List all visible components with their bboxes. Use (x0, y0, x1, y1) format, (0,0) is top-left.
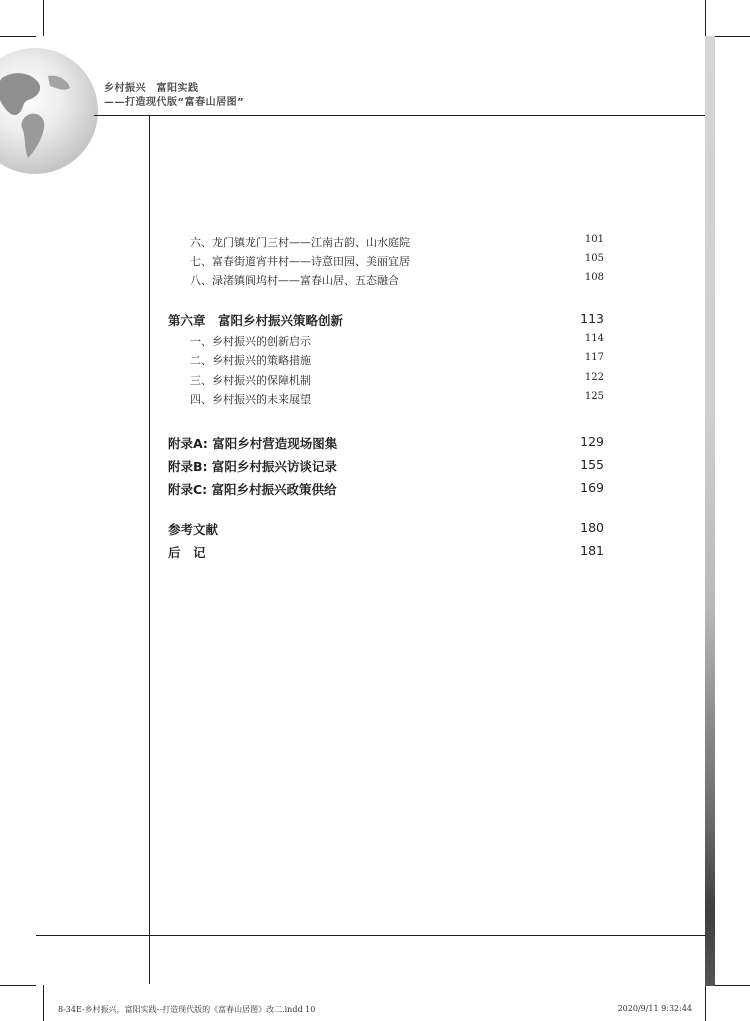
toc-item-title: 二、乡村振兴的策略措施 (190, 354, 311, 367)
toc-item-page: 117 (584, 352, 604, 363)
toc-item[interactable] (168, 272, 604, 292)
toc-appendix-title: 附录B: 富阳乡村振兴访谈记录 (168, 459, 337, 474)
toc-item-title: 一、乡村振兴的创新启示 (190, 335, 311, 348)
toc-references[interactable] (168, 520, 604, 540)
crop-mark (714, 36, 750, 37)
toc-item-title: 三、乡村振兴的保障机制 (190, 374, 311, 387)
toc-item[interactable] (168, 352, 604, 372)
toc-item[interactable] (168, 333, 604, 353)
toc-item[interactable] (168, 234, 604, 254)
toc-item-page: 114 (584, 333, 604, 344)
toc-item-title: 四、乡村振兴的未来展望 (190, 393, 311, 406)
toc-item-page: 105 (584, 253, 604, 264)
toc-item-page: 108 (584, 272, 604, 283)
toc-references-page: 180 (580, 520, 604, 535)
page-edge-band (705, 36, 715, 986)
toc-chapter-page: 113 (580, 311, 604, 326)
toc-item[interactable] (168, 372, 604, 392)
toc-appendix-page: 169 (580, 480, 604, 495)
crop-mark (43, 985, 44, 1021)
toc-appendix-title: 附录A: 富阳乡村营造现场图集 (168, 436, 338, 451)
crop-mark (43, 0, 44, 36)
toc-appendix[interactable] (168, 434, 604, 454)
globe-icon (0, 48, 98, 174)
toc-item-page: 101 (584, 234, 604, 245)
crop-mark (705, 985, 706, 1021)
toc-afterword-title: 后 记 (168, 545, 206, 560)
vertical-rule (149, 115, 150, 984)
toc-chapter[interactable] (168, 311, 604, 331)
running-header-title: 乡村振兴 富阳实践 (104, 83, 199, 94)
header-rule (94, 115, 705, 116)
toc-afterword[interactable] (168, 543, 604, 563)
toc-references-title: 参考文献 (168, 522, 219, 537)
toc-item-title: 六、龙门镇龙门三村——江南古韵、山水庭院 (190, 236, 410, 249)
toc-appendix-title: 附录C: 富阳乡村振兴政策供给 (168, 482, 337, 497)
toc-appendix[interactable] (168, 457, 604, 477)
crop-mark (0, 36, 36, 37)
toc-item-page: 122 (584, 372, 604, 383)
running-header-subtitle: ——打造现代版“富春山居图” (104, 97, 245, 108)
toc-item-page: 125 (584, 391, 604, 402)
toc-appendix-page: 129 (580, 434, 604, 449)
toc-afterword-page: 181 (580, 543, 604, 558)
toc-appendix[interactable] (168, 480, 604, 500)
timestamp-slug: 2020/9/11 9:32:44 (617, 1004, 692, 1013)
crop-mark (705, 0, 706, 36)
toc-appendix-page: 155 (580, 457, 604, 472)
toc-item-title: 八、渌渚镇阆坞村——富春山居、五态融合 (190, 274, 399, 287)
toc-chapter-title: 第六章 富阳乡村振兴策略创新 (168, 313, 344, 328)
toc-item[interactable] (168, 253, 604, 273)
footer-rule (36, 935, 706, 936)
toc-item[interactable] (168, 391, 604, 411)
crop-mark (0, 985, 36, 986)
file-info-slug: 8-34E-乡村振兴，富阳实践--打造现代版的《富春山居图》改二.indd 10 (58, 1005, 316, 1014)
toc-item-title: 七、富春街道宵井村——诗意田园、美丽宜居 (190, 255, 410, 268)
crop-mark (714, 985, 750, 986)
